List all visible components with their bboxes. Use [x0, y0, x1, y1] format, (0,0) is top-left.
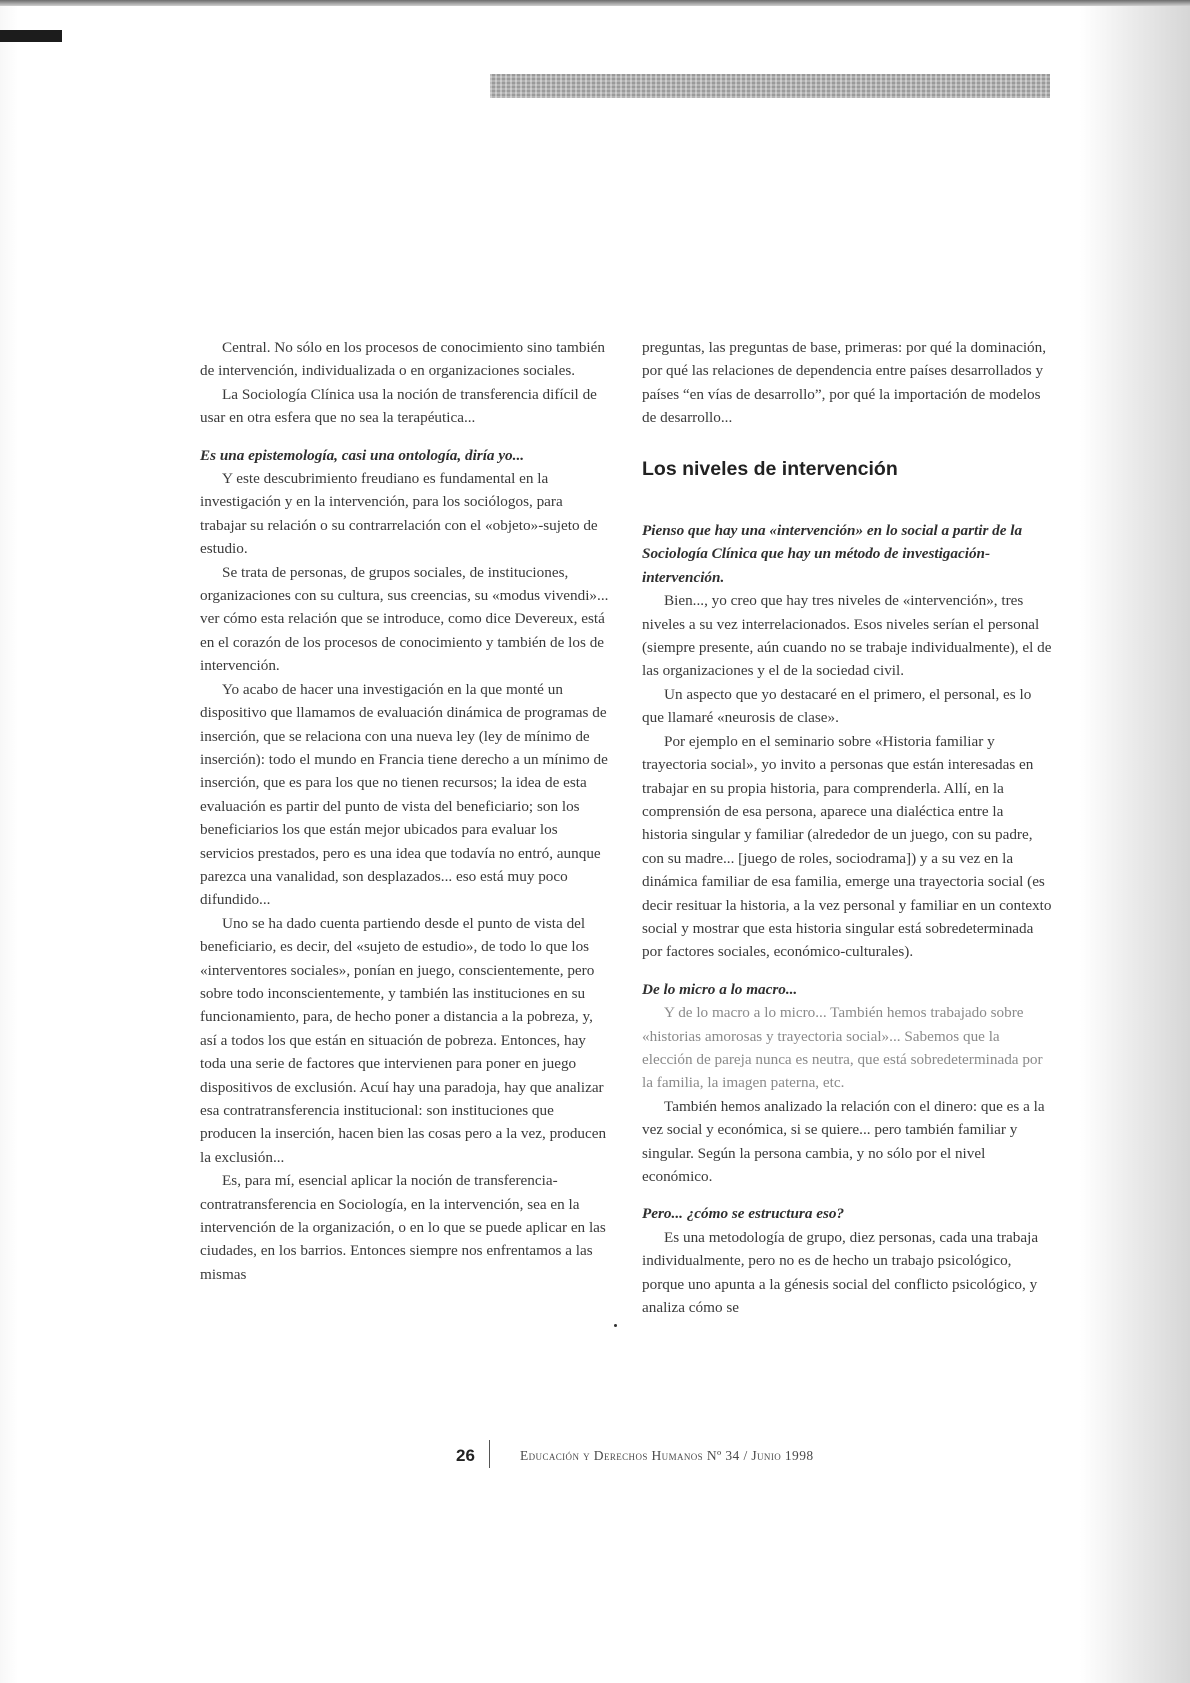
- body-paragraph: Y de lo macro a lo micro... También hemos trabajado sobre «historias amorosas y trayectoria social»... Sabemos que la elección de pareja nunca es neutra, que está sobredeterminada por la familia, la imagen paterna, etc.: [642, 1004, 1043, 1092]
- body-paragraph: Un aspecto que yo destacaré en el primero, el personal, es lo que llamaré «neurosis de clase».: [642, 685, 1032, 727]
- page-edge-shadow: [0, 30, 62, 42]
- interview-question: De lo micro a lo macro...: [642, 980, 798, 998]
- right-column-continuation: preguntas, las preguntas de base, primeras: por qué la dominación, por qué las relaciones de dependencia entre países desarrollados y países “en vías de desarrollo”, por qué la importación de modelos de desarrollo...: [642, 339, 1047, 427]
- body-paragraph: Y este descubrimiento freudiano es fundamental en la investigación y en la intervención, para los sociólogos, para trabajar su relación o su contrarrelación con el «objeto»-sujeto de estudio.: [200, 470, 598, 558]
- body-paragraph: Es, para mí, esencial aplicar la noción de transferencia-contratransferencia en Sociología, en la intervención, sea en la intervención de la organización, o en lo que se puede aplicar en las ciudades, en los barrios. Entonces siempre nos enfrentamos a las mismas: [200, 1172, 606, 1283]
- scan-top-edge: [0, 0, 1190, 6]
- page-number: 26: [456, 1446, 475, 1465]
- left-column: [200, 336, 610, 1286]
- journal-credit: Educación y Derechos Humanos Nº 34 / Junio 1998: [520, 1448, 814, 1463]
- body-paragraph: También hemos analizado la relación con el dinero: que es a la vez social y económica, si se quiere... pero también familiar y singular. Según la persona cambia, y no sólo por el nivel económico.: [642, 1097, 1045, 1185]
- body-paragraph: Yo acabo de hacer una investigación en la que monté un dispositivo que llamamos de evaluación dinámica de programas de inserción, que se relaciona con una nueva ley (ley de mínimo de inserción): todo el mundo en Francia tiene derecho a un mínimo de inserción, que es para los que no tienen recursos; la idea de esta evaluación es partir del punto de vista del beneficiario; son los beneficiarios los que están mejor ubicados para evaluar los servicios prestados, pero es una idea que todavía no entró, aunque parezca una vanalidad, son desplazados... eso está muy poco difundido...: [200, 680, 608, 909]
- body-paragraph: Uno se ha dado cuenta partiendo desde el punto de vista del beneficiario, es decir, del «sujeto de estudio», de todo lo que los «interventores sociales», ponían en juego, conscientemente, pero sobre todo inconscientemente, y también las instituciones en su funcionamiento, para, de hecho poner a distancia a la pobreza, y, así a todos los que están en situación de pobreza. Entonces, hay toda una serie de factores que intervienen para poner en juego dispositivos de exclusión. Acuí hay una paradoja, hay que analizar esa contratransferencia institucional: son instituciones que producen la inserción, hacen bien las cosas pero a la vez, producen la exclusión...: [200, 914, 607, 1166]
- interview-question: Pienso que hay una «intervención» en lo social a partir de la Sociología Clínica que hay un método de investigación-intervención.: [642, 522, 1023, 586]
- right-column: [642, 336, 1052, 1319]
- body-paragraph: Bien..., yo creo que hay tres niveles de «intervención», tres niveles a su vez interrelacionados. Esos niveles serían el personal (siempre presente, aún cuando no se trabaje individualmente), el de las organizaciones y el de la sociedad civil.: [642, 592, 1052, 680]
- scan-speck: [614, 1324, 617, 1327]
- body-paragraph: Es una metodología de grupo, diez personas, cada una trabaja individualmente, pero no es de hecho un trabajo psicológico, porque uno apunta a la génesis social del conflicto psicológico, y analiza cómo se: [642, 1228, 1039, 1317]
- header-decorative-bar: [490, 74, 1050, 98]
- interview-question: Es una epistemología, casi una ontología, diría yo...: [200, 446, 525, 464]
- body-paragraph: Central. No sólo en los procesos de conocimiento sino también de intervención, individualizada o en organizaciones sociales.: [200, 339, 605, 380]
- page-footer: [0, 1446, 1190, 1476]
- body-paragraph: La Sociología Clínica usa la noción de transferencia difícil de usar en otra esfera que no sea la terapéutica...: [200, 385, 597, 427]
- footer-divider: [489, 1440, 490, 1468]
- section-heading: Los niveles de intervención: [642, 457, 898, 480]
- body-paragraph: Se trata de personas, de grupos sociales, de instituciones, organizaciones con su cultura, sus creencias, su «modus vivendi»... ver cómo esta relación que se introduce, como dice Devereux, está en el corazón de los procesos de conocimiento y también de los de intervención.: [200, 563, 609, 675]
- interview-question: Pero... ¿cómo se estructura eso?: [642, 1205, 845, 1223]
- right-column-body: [642, 519, 1052, 1319]
- body-paragraph: Por ejemplo en el seminario sobre «Historia familiar y trayectoria social», yo invito a personas que están interesadas en trabajar en su propia historia, para comprenderla. Allí, en la comprensión de esa persona, aparece una dialéctica entre la historia singular y familiar (alrededor de un juego, con su padre, con su madre... [juego de roles, sociodrama]) y a su vez en la dinámica familiar de esa familia, emerge una trayectoria social (es decir resituar la historia, a la vez personal y familiar en un contexto social y mostrar que esta historia singular está sobredeterminada por factores sociales, económico-culturales).: [642, 732, 1052, 961]
